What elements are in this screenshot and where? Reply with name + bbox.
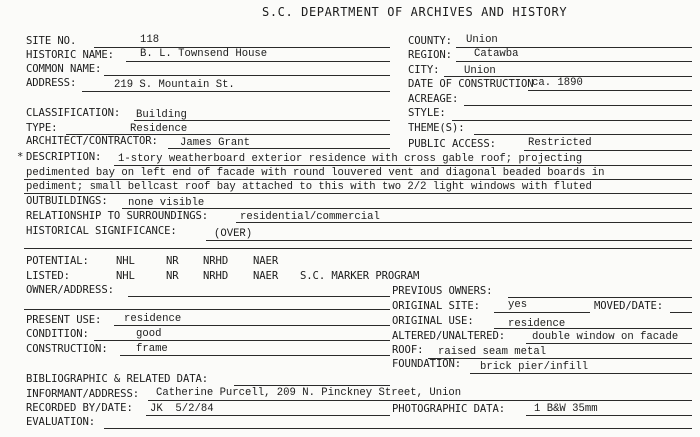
date-label: DATE OF CONSTRUCTION	[408, 78, 534, 90]
significance-rule	[206, 240, 692, 241]
recorded-value: JK 5/2/84	[150, 403, 214, 415]
listed-label: LISTED:	[26, 270, 70, 282]
original-site-rule	[494, 312, 590, 313]
date-rule	[528, 90, 692, 91]
public-access-value: Restricted	[528, 137, 592, 149]
construction-rule	[120, 355, 390, 356]
potential-label: POTENTIAL:	[26, 255, 89, 267]
informant-label: INFORMANT/ADDRESS:	[26, 388, 140, 400]
historic-name-value: B. L. Townsend House	[140, 48, 268, 60]
description-line-3: pediment; small bellcast roof bay attached to this with two 2/2 light windows with fluted	[26, 181, 592, 193]
listed-col-nrhd: NRHD	[203, 270, 229, 282]
address-label: ADDRESS:	[26, 77, 77, 89]
significance-label: HISTORICAL SIGNIFICANCE:	[26, 225, 177, 237]
potential-col-naer: NAER	[253, 255, 279, 267]
site-no-value: 118	[140, 34, 160, 46]
description-rule-1	[114, 165, 692, 166]
city-label: CITY:	[408, 64, 440, 76]
previous-owners-rule	[508, 297, 692, 298]
public-access-label: PUBLIC ACCESS:	[408, 138, 496, 150]
significance-value: (OVER)	[214, 228, 253, 240]
photographic-value: 1 B&W 35mm	[534, 403, 598, 415]
architect-label: ARCHITECT/CONTRACTOR:	[26, 135, 158, 147]
present-use-value: residence	[124, 313, 182, 325]
foundation-rule	[470, 373, 692, 374]
photographic-rule	[526, 415, 692, 416]
potential-col-nrhd: NRHD	[203, 255, 229, 267]
owner-rule-2	[24, 309, 390, 310]
date-value: ca. 1890	[532, 77, 583, 89]
condition-rule	[94, 340, 390, 341]
photographic-label: PHOTOGRAPHIC DATA:	[392, 403, 506, 415]
acreage-rule	[464, 105, 692, 106]
evaluation-rule	[104, 428, 692, 429]
acreage-label: ACREAGE:	[408, 93, 459, 105]
roof-value: raised seam metal	[438, 346, 547, 358]
original-use-value: residence	[508, 318, 566, 330]
architect-rule	[168, 148, 390, 149]
recorded-rule	[146, 415, 390, 416]
original-use-rule	[494, 328, 692, 329]
address-value: 219 S. Mountain St.	[114, 79, 235, 91]
foundation-label: FOUNDATION:	[392, 358, 462, 370]
historic-name-rule	[126, 61, 390, 62]
roof-label: ROOF:	[392, 344, 424, 356]
outbuildings-label: OUTBUILDINGS:	[26, 195, 108, 207]
condition-value: good	[136, 328, 162, 340]
description-line-2: pedimented bay on left end of facade with round louvered vent and diagonal beaded boards in	[26, 167, 605, 179]
potential-col-nr: NR	[166, 255, 179, 267]
region-label: REGION:	[408, 49, 452, 61]
classification-rule	[134, 120, 390, 121]
classification-value: Building	[136, 109, 187, 121]
description-rule-3	[24, 193, 692, 194]
present-use-label: PRESENT USE:	[26, 314, 102, 326]
region-rule	[456, 61, 692, 62]
common-name-label: COMMON NAME:	[26, 63, 102, 75]
altered-value: double window on facade	[532, 331, 679, 343]
bibliographic-label: BIBLIOGRAPHIC & RELATED DATA:	[26, 373, 209, 385]
listed-col-nr: NR	[166, 270, 179, 282]
roof-rule	[428, 358, 692, 359]
owner-label: OWNER/ADDRESS:	[26, 284, 114, 296]
address-rule	[82, 91, 390, 92]
site-no-label: SITE NO.	[26, 35, 77, 47]
themes-label: THEME(S):	[408, 122, 465, 134]
marker-program-label: S.C. MARKER PROGRAM	[300, 270, 420, 282]
original-use-label: ORIGINAL USE:	[392, 315, 474, 327]
card-title: S.C. DEPARTMENT OF ARCHIVES AND HISTORY	[262, 5, 568, 19]
moved-date-rule	[670, 312, 692, 313]
type-label: TYPE:	[26, 122, 58, 134]
common-name-rule	[104, 75, 390, 76]
historic-name-label: HISTORIC NAME:	[26, 49, 114, 61]
themes-rule	[474, 134, 692, 135]
section-divider	[24, 248, 692, 249]
informant-value: Catherine Purcell, 209 N. Pinckney Street, Union	[156, 387, 462, 399]
present-use-rule	[114, 325, 390, 326]
listed-col-naer: NAER	[253, 270, 279, 282]
evaluation-label: EVALUATION:	[26, 416, 96, 428]
original-site-label: ORIGINAL SITE:	[392, 300, 480, 312]
description-line-1: 1-story weatherboard exterior residence with cross gable roof; projecting	[118, 153, 583, 165]
foundation-value: brick pier/infill	[480, 361, 589, 373]
description-rule-2	[24, 179, 692, 180]
relationship-rule	[236, 222, 692, 223]
owner-rule-1	[128, 296, 390, 297]
county-value: Union	[466, 34, 498, 46]
relationship-label: RELATIONSHIP TO SURROUNDINGS:	[26, 210, 209, 222]
outbuildings-rule	[122, 208, 692, 209]
outbuildings-value: none visible	[128, 197, 205, 209]
altered-rule	[526, 343, 692, 344]
style-label: STYLE:	[408, 107, 446, 119]
classification-label: CLASSIFICATION:	[26, 107, 121, 119]
altered-label: ALTERED/UNALTERED:	[392, 330, 506, 342]
architect-value: James Grant	[180, 137, 250, 149]
construction-label: CONSTRUCTION:	[26, 343, 108, 355]
moved-date-label: MOVED/DATE:	[594, 300, 664, 312]
construction-value: frame	[136, 343, 168, 355]
original-site-value: yes	[508, 299, 528, 311]
region-value: Catawba	[474, 48, 519, 60]
recorded-label: RECORDED BY/DATE:	[26, 402, 133, 414]
description-label: DESCRIPTION:	[26, 151, 102, 163]
potential-col-nhl: NHL	[116, 255, 135, 267]
previous-owners-label: PREVIOUS OWNERS:	[392, 285, 493, 297]
county-label: COUNTY:	[408, 35, 452, 47]
listed-col-nhl: NHL	[116, 270, 135, 282]
condition-label: CONDITION:	[26, 328, 89, 340]
city-value: Union	[464, 65, 496, 77]
description-marker: *	[17, 151, 24, 163]
relationship-value: residential/commercial	[240, 211, 380, 223]
informant-rule	[148, 400, 692, 401]
type-value: Residence	[130, 123, 188, 135]
public-access-rule	[524, 150, 692, 151]
bibliographic-rule	[234, 385, 390, 386]
style-rule	[452, 120, 692, 121]
